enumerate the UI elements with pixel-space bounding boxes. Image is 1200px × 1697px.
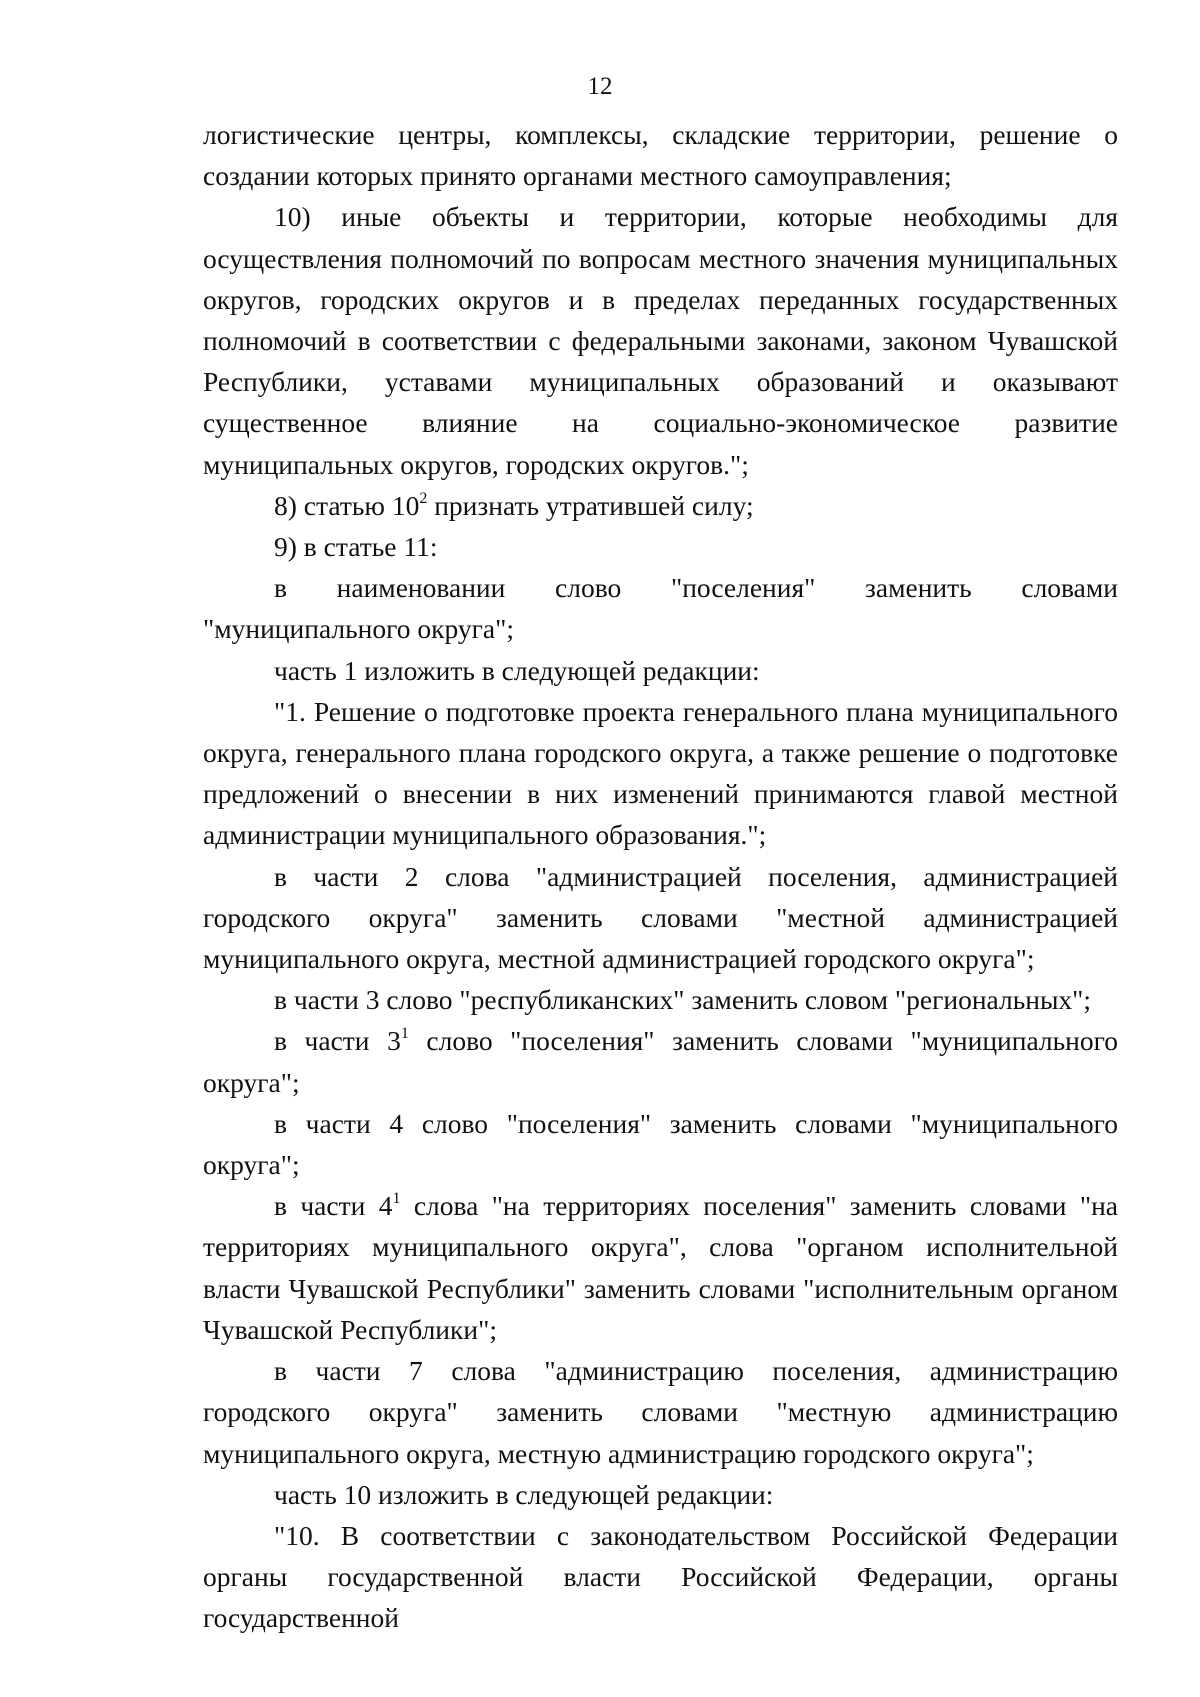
paragraph-amendment: в части 7 слова "администрацию поселения, администрацию городского округа" заменить словами "местную администрацию муниципального округа, местную администрацию городского округа"; bbox=[203, 1355, 1118, 1469]
paragraph-item-9: 9) в статье 11: bbox=[274, 531, 438, 563]
paragraph-amendment: в части 2 слова "администрацией поселения, администрацией городского округа" заменить словами "местной администрацией муниципального округа, местной администрацией городского округа"; bbox=[203, 860, 1118, 975]
paragraph-amendment bbox=[203, 1185, 1118, 1350]
paragraph-amendment: в части 3 слово "республиканских" заменить словом "региональных"; bbox=[274, 984, 1092, 1016]
paragraph-amendment: часть 10 изложить в следующей редакции: bbox=[274, 1478, 774, 1510]
paragraph-text: 8) статью 10 bbox=[274, 489, 420, 521]
paragraph-text: признать утратившей силу; bbox=[427, 489, 754, 521]
superscript: 2 bbox=[419, 489, 428, 507]
paragraph-item-10: 10) иные объекты и территории, которые необходимы для осуществления полномочий по вопросам местного значения муниципальных округов, городских округов и в пределах переданных государственных полномочий в соответствии с федеральными законами, законом Чувашской Республики, уставами муниципальных образований и оказывают существенное влияние на социально-экономическое развитие муниципальных округов, городских округов."; bbox=[203, 201, 1118, 480]
paragraph-amendment: в наименовании слово "поселения" заменить словами "муниципального округа"; bbox=[203, 572, 1118, 645]
page-number: 12 bbox=[587, 73, 613, 100]
paragraph-quoted-text: "1. Решение о подготовке проекта генерального плана муниципального округа, генерального плана городского округа, а также решение о подготовке предложений о внесении в них изменений принимаются главой местной администрации муниципального образования."; bbox=[203, 695, 1118, 851]
paragraph-text: в части 4 bbox=[274, 1190, 393, 1222]
paragraph-amendment: в части 4 слово "поселения" заменить словами "муниципального округа"; bbox=[203, 1107, 1118, 1181]
paragraph-text: слова "на территориях поселения" заменить словами "на территориях муниципального округа", слова "органом исполнительной власти Чувашской Республики" заменить словами "исполнительным органом Чувашской Республики"; bbox=[203, 1190, 1118, 1345]
paragraph-amendment bbox=[203, 1020, 1118, 1102]
paragraph-item-8 bbox=[203, 485, 1118, 526]
superscript: 1 bbox=[400, 1025, 409, 1043]
document-body bbox=[203, 114, 1118, 1639]
paragraph-continuation: логистические центры, комплексы, складские территории, решение о создании которых принято органами местного самоуправления; bbox=[203, 119, 1118, 192]
paragraph-amendment: часть 1 изложить в следующей редакции: bbox=[274, 654, 760, 686]
paragraph-text: в части 3 bbox=[274, 1025, 401, 1057]
paragraph-text: слово "поселения" заменить словами "муниципального округа"; bbox=[203, 1025, 1118, 1098]
paragraph-quoted-text: "10. В соответствии с законодательством Российской Федерации органы государственной власти Российской Федерации, органы государственной bbox=[203, 1519, 1118, 1634]
superscript: 1 bbox=[392, 1190, 401, 1208]
